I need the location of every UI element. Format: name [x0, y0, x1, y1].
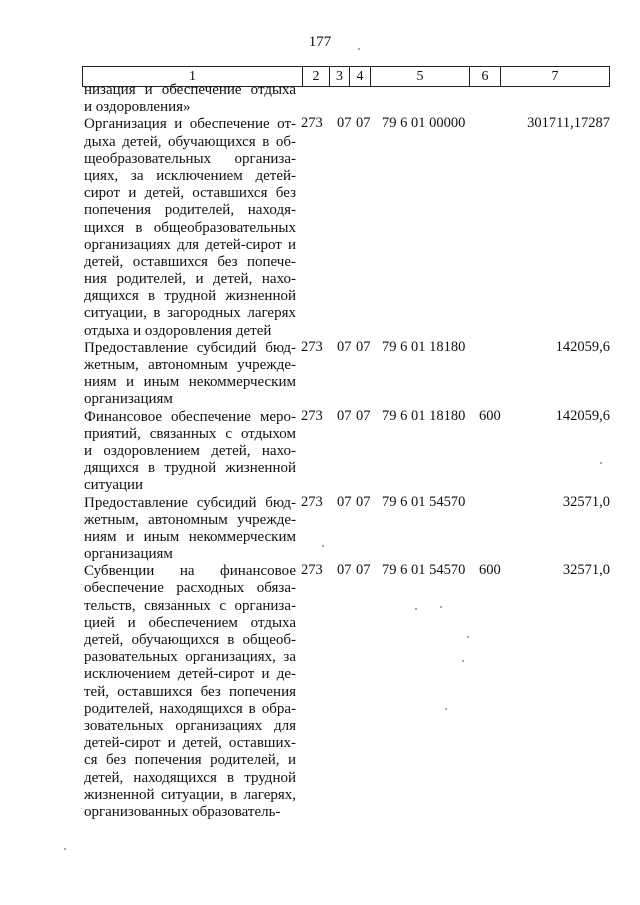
row-code-expense-type: 600: [479, 407, 501, 424]
row-code-target: 79 6 01 18180: [382, 338, 466, 355]
row-code-subsection: 07: [356, 407, 371, 424]
row-description-line: ся без попечения родителей, и: [84, 752, 296, 769]
row-description-line: отдыха и оздоровления детей: [84, 322, 272, 339]
header-col-1: 1: [83, 67, 303, 87]
row-description-line: организациях для детей-сирот и: [84, 236, 296, 253]
row-description-line: Предоставление субсидий бюд-: [84, 494, 296, 511]
row-description-line: организованных образователь-: [84, 803, 281, 820]
row-code-section: 07: [337, 338, 352, 355]
row-description-line: Организация и обеспечение от-: [84, 116, 296, 133]
row-description-line: разовательных организациях, за: [84, 649, 296, 666]
header-col-2: 2: [303, 67, 330, 87]
scan-speck: [467, 636, 469, 638]
row-code-subsection: 07: [356, 493, 371, 510]
row-description-line: ниям и иным некоммерческим: [84, 374, 296, 391]
row-description-line: детей, оставшихся без попече-: [84, 253, 296, 270]
row-amount: 32571,0: [562, 562, 610, 579]
row-description-line: тей, оставшихся без попечения: [84, 683, 296, 700]
row-description-line: дыха детей, обучающихся в об-: [84, 133, 296, 150]
row-description-line: Предоставление субсидий бюд-: [84, 339, 296, 356]
row-description-line: организациям: [84, 546, 173, 563]
row-code-subsection: 07: [356, 115, 371, 132]
header-col-6: 6: [470, 67, 501, 87]
row-description-line: обеспечение расходных обяза-: [84, 580, 296, 597]
row-description-line: жетным, автономным учрежде-: [84, 511, 296, 528]
header-col-3: 3: [330, 67, 350, 87]
page-number: 177: [308, 34, 332, 50]
row-amount: 301711,17287: [527, 115, 610, 132]
row-code-subsection: 07: [356, 338, 371, 355]
row-description-line: детей, находящихся в трудной: [84, 769, 296, 786]
row-description-line: организациям: [84, 391, 173, 408]
row-description-line: и оздоровления»: [84, 99, 191, 116]
row-code-target: 79 6 01 00000: [382, 115, 466, 132]
row-description-line: жизненной ситуации, в лагерях,: [84, 786, 296, 803]
row-code-admin: 273: [301, 115, 323, 132]
row-code-expense-type: 600: [479, 562, 501, 579]
row-description-line: дящихся в трудной жизненной: [84, 460, 296, 477]
header-col-5: 5: [371, 67, 470, 87]
row-code-admin: 273: [301, 562, 323, 579]
row-description-line: ниям и иным некоммерческим: [84, 528, 296, 545]
row-description-line: и оздоровлением детей, нахо-: [84, 442, 296, 459]
row-description-line: тельств, связанных с организа-: [84, 597, 296, 614]
row-description-line: щихся в общеобразовательных: [84, 219, 296, 236]
row-description-line: Финансовое обеспечение меро-: [84, 408, 296, 425]
scan-speck: [64, 848, 66, 850]
scan-speck: [600, 462, 602, 464]
row-description-line: низация и обеспечение отдыха: [84, 82, 296, 98]
row-description-line: родителей, находящихся в обра-: [84, 700, 296, 717]
row-description-line: щеобразовательных организа-: [84, 150, 296, 167]
row-description-line: жетным, автономным учрежде-: [84, 357, 296, 373]
row-description-line: Субвенции на финансовое: [84, 563, 296, 580]
row-description-line: приятий, связанных с отдыхом: [84, 425, 296, 442]
row-amount: 142059,6: [555, 338, 610, 355]
scan-speck: [322, 545, 324, 547]
row-code-section: 07: [337, 493, 352, 510]
row-description-line: ния родителей, и детей, нахо-: [84, 271, 296, 288]
scan-speck: [358, 48, 360, 50]
row-code-section: 07: [337, 562, 352, 579]
row-amount: 142059,6: [555, 407, 610, 424]
row-code-admin: 273: [301, 338, 323, 355]
row-description-line: цией и обеспечением отдыха: [84, 614, 296, 631]
row-code-admin: 273: [301, 407, 323, 424]
scan-speck: [440, 606, 442, 608]
scan-speck: [462, 660, 464, 662]
row-code-section: 07: [337, 115, 352, 132]
header-col-4: 4: [350, 67, 371, 87]
scan-speck: [415, 608, 417, 610]
row-code-subsection: 07: [356, 562, 371, 579]
row-code-section: 07: [337, 407, 352, 424]
row-description-line: циях, за исключением детей-: [84, 167, 296, 184]
row-description-line: зовательных организациях для: [84, 717, 296, 734]
row-description-line: попечения родителей, находя-: [84, 202, 296, 219]
row-description-line: детей-сирот и детей, оставших-: [84, 735, 296, 752]
row-description-line: дящихся в трудной жизненной: [84, 288, 296, 305]
row-code-target: 79 6 01 18180: [382, 407, 466, 424]
row-description-line: детей, обучающихся в общеоб-: [84, 632, 296, 648]
row-code-admin: 273: [301, 493, 323, 510]
row-description-line: ситуации, в загородных лагерях: [84, 305, 296, 322]
scan-speck: [445, 708, 447, 710]
row-description-line: ситуации: [84, 477, 144, 494]
description-column: [84, 82, 296, 821]
header-col-7: 7: [501, 67, 610, 87]
row-code-target: 79 6 01 54570: [382, 562, 466, 579]
row-description-line: исключением детей-сирот и де-: [84, 666, 296, 683]
row-code-target: 79 6 01 54570: [382, 493, 466, 510]
row-amount: 32571,0: [562, 493, 610, 510]
row-description-line: сирот и детей, оставшихся без: [84, 185, 296, 202]
